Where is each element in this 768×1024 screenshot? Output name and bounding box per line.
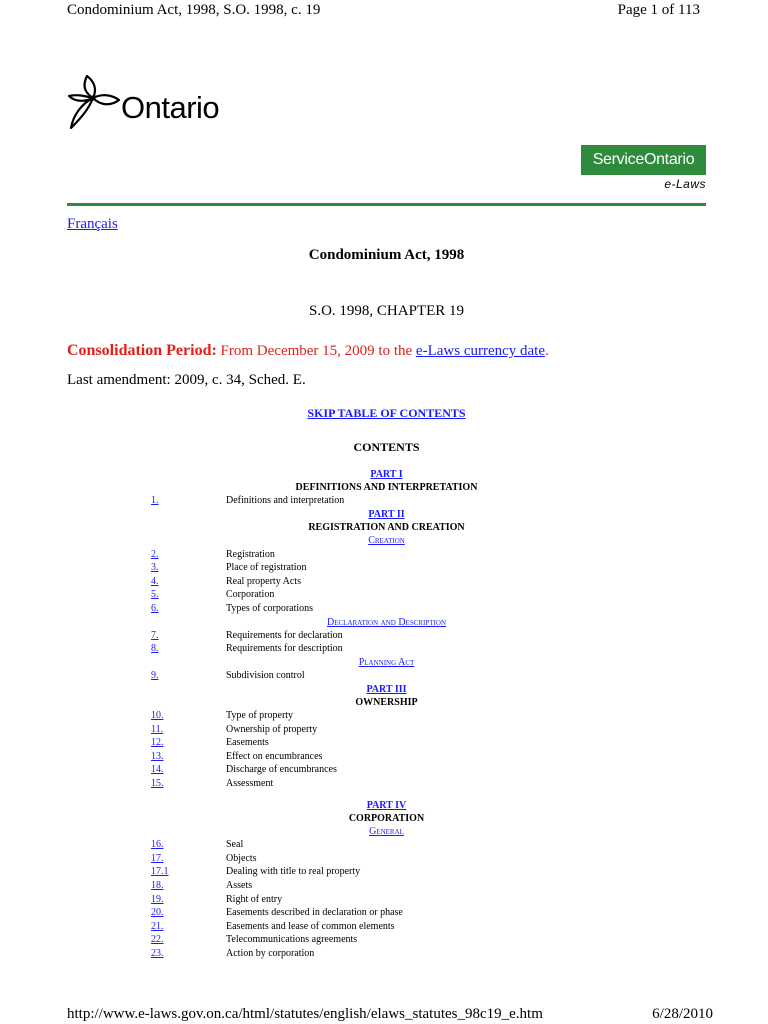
toc-row (67, 906, 706, 920)
toc-part-heading (67, 799, 706, 812)
toc-section-link[interactable]: 16. (151, 839, 164, 851)
ontario-logo (67, 72, 247, 134)
toc-row (67, 879, 706, 893)
toc-row (67, 736, 706, 750)
toc-section-title: Registration (226, 548, 275, 560)
toc-section-link[interactable]: 23. (151, 947, 164, 959)
contents-heading: CONTENTS (353, 440, 420, 454)
skip-toc-wrapper (67, 405, 706, 421)
toc-row (67, 629, 706, 643)
toc-section-title: Requirements for description (226, 643, 343, 655)
toc-section-link[interactable]: 15. (151, 778, 164, 789)
consolidation-period (67, 340, 549, 362)
toc-row (67, 750, 706, 764)
toc-section-title: Type of property (226, 710, 294, 722)
skip-toc-link[interactable]: SKIP TABLE OF CONTENTS (307, 406, 466, 420)
toc-section-link[interactable]: 22. (151, 934, 164, 946)
toc-section-link[interactable]: 21. (151, 920, 164, 932)
last-amendment: Last amendment: 2009, c. 34, Sched. E. (67, 372, 306, 388)
toc-part-title: REGISTRATION AND CREATION (308, 522, 465, 534)
toc-row (67, 669, 706, 683)
toc-part-link[interactable]: PART I (370, 469, 403, 480)
toc-part-title-row (67, 481, 706, 494)
toc-row (67, 920, 706, 934)
toc-section-link[interactable]: 1. (151, 495, 159, 507)
toc-section-title: Assessment (226, 778, 274, 789)
toc-row (67, 561, 706, 575)
service-ontario-logo: ServiceOntario (581, 145, 706, 175)
toc-section-link[interactable]: 8. (151, 643, 159, 655)
toc-section-link[interactable]: 12. (151, 737, 164, 749)
toc-row (67, 642, 706, 656)
francais-link[interactable]: Français (67, 216, 118, 232)
header-divider (67, 203, 706, 206)
toc-section-link[interactable]: 20. (151, 907, 164, 919)
toc-part-title-row (67, 521, 706, 534)
toc-section-title: Right of entry (226, 893, 283, 905)
toc-section-title: Definitions and interpretation (226, 495, 345, 507)
toc-section-link[interactable]: 17. (151, 852, 164, 864)
toc-section-title: Requirements for declaration (226, 629, 343, 641)
toc-row (67, 602, 706, 616)
toc-subheading-link[interactable]: Planning Act (358, 656, 415, 668)
toc-part-title: OWNERSHIP (355, 696, 418, 708)
toc-part-heading (67, 468, 706, 481)
toc-part-title: DEFINITIONS AND INTERPRETATION (295, 482, 478, 494)
ontario-wordmark: Ontario (121, 90, 220, 125)
table-of-contents (67, 468, 706, 961)
toc-section-title: Easements described in declaration or phase (226, 907, 403, 919)
toc-subheading (67, 616, 706, 629)
toc-section-link[interactable]: 6. (151, 602, 159, 614)
toc-row (67, 893, 706, 907)
toc-row (67, 852, 706, 866)
toc-section-title: Assets (226, 879, 253, 891)
toc-section-link[interactable]: 4. (151, 575, 159, 587)
toc-row (67, 723, 706, 737)
document-title: Condominium Act, 1998 (308, 247, 465, 263)
toc-section-link[interactable]: 9. (151, 670, 159, 682)
toc-subheading-link[interactable]: Declaration and Description (327, 616, 446, 628)
toc-section-link[interactable]: 17.1 (151, 866, 169, 878)
toc-section-link[interactable]: 18. (151, 879, 164, 891)
toc-row (67, 588, 706, 602)
consolidation-label: Consolidation Period: (67, 342, 217, 359)
toc-subheading (67, 825, 706, 838)
toc-row (67, 933, 706, 947)
toc-part-title-row (67, 696, 706, 709)
toc-section-title: Objects (226, 852, 257, 864)
currency-date-link[interactable]: e-Laws currency date (415, 343, 546, 359)
toc-part-title: CORPORATION (348, 812, 425, 824)
consolidation-end: . (545, 343, 549, 359)
toc-row (67, 494, 706, 508)
toc-part-link[interactable]: PART II (368, 508, 405, 520)
toc-section-title: Place of registration (226, 562, 307, 574)
toc-subheading (67, 534, 706, 547)
toc-row (67, 548, 706, 562)
toc-part-heading (67, 508, 706, 521)
toc-section-title: Dealing with title to real property (226, 866, 361, 878)
toc-section-title: Action by corporation (226, 947, 315, 959)
toc-section-title: Types of corporations (226, 602, 314, 614)
print-footer-url: http://www.e-laws.gov.on.ca/html/statutes/english/elaws_statutes_98c19_e.htm (67, 1006, 543, 1022)
toc-row (67, 709, 706, 723)
toc-section-link[interactable]: 2. (151, 548, 159, 560)
trillium-icon (67, 72, 123, 132)
print-header-title: Condominium Act, 1998, S.O. 1998, c. 19 (67, 2, 321, 18)
toc-section-title: Discharge of encumbrances (226, 764, 337, 776)
toc-section-title: Subdivision control (226, 670, 305, 682)
toc-section-link[interactable]: 11. (151, 723, 164, 735)
toc-section-title: Effect on encumbrances (226, 750, 323, 762)
toc-part-link[interactable]: PART IV (366, 799, 407, 811)
toc-section-link[interactable]: 7. (151, 629, 159, 641)
toc-section-title: Telecommunications agreements (226, 934, 358, 946)
toc-section-link[interactable]: 10. (151, 710, 164, 722)
toc-part-link[interactable]: PART III (366, 683, 407, 695)
toc-section-title: Ownership of property (226, 723, 318, 735)
toc-row (67, 763, 706, 777)
print-footer-date: 6/28/2010 (652, 1006, 713, 1022)
toc-section-link[interactable]: 19. (151, 893, 164, 905)
toc-section-title: Corporation (226, 589, 275, 601)
toc-row (67, 575, 706, 589)
toc-section-link[interactable]: 14. (151, 764, 164, 776)
consolidation-text: From December 15, 2009 to the (220, 343, 413, 359)
toc-section-title: Easements and lease of common elements (226, 920, 395, 932)
toc-subheading-link[interactable]: Creation (368, 535, 405, 547)
print-header-page-number: Page 1 of 113 (617, 2, 700, 18)
toc-section-link[interactable]: 3. (151, 562, 159, 574)
toc-part-title-row (67, 812, 706, 825)
toc-section-title: Seal (226, 839, 244, 851)
toc-subheading-link[interactable]: General (369, 825, 404, 837)
toc-section-title: Easements (226, 737, 269, 749)
toc-spacer (67, 791, 706, 799)
toc-row (67, 865, 706, 879)
toc-section-link[interactable]: 5. (151, 589, 159, 601)
toc-section-link[interactable]: 13. (151, 750, 164, 762)
toc-part-heading (67, 683, 706, 696)
toc-row (67, 777, 706, 791)
chapter-citation: S.O. 1998, CHAPTER 19 (308, 303, 465, 319)
toc-row (67, 838, 706, 852)
toc-section-title: Real property Acts (226, 575, 301, 587)
toc-subheading (67, 656, 706, 669)
e-laws-tag: e-Laws (664, 177, 706, 191)
toc-row (67, 947, 706, 961)
